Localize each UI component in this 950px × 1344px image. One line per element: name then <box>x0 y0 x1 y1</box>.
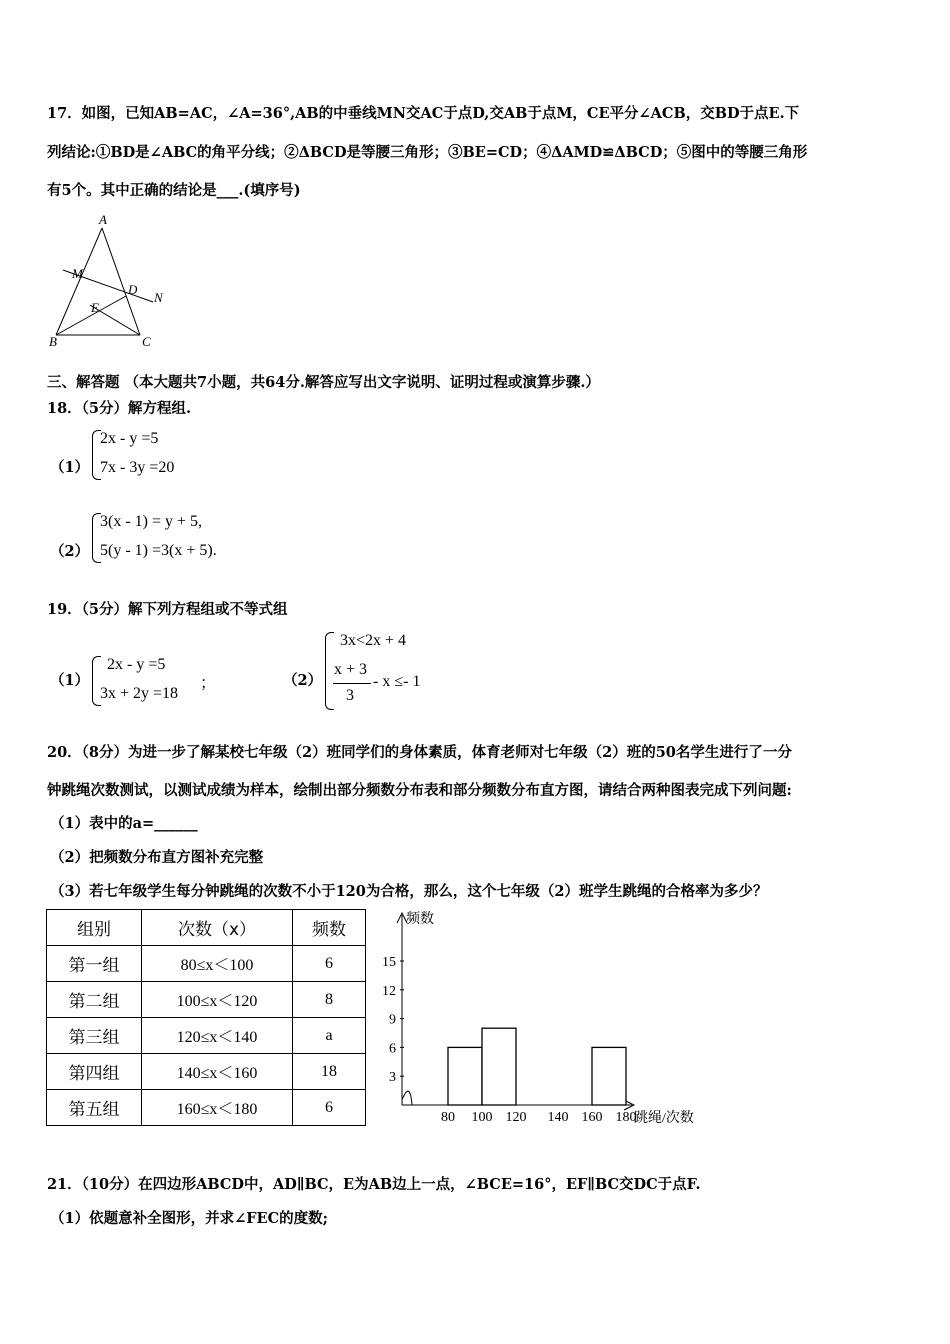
label-M: M <box>72 266 83 281</box>
q19-part2-frac-num: x + 3 <box>334 661 368 678</box>
q19-part2-eq1: 3x<2x + 4 <box>340 632 407 649</box>
cell-frequency: 8 <box>293 982 366 1018</box>
histogram-bar <box>592 1047 626 1105</box>
cell-range: 120≤x＜140 <box>142 1018 293 1054</box>
q21-sub1: （1）依题意补全图形，并求∠FEC的度数; <box>50 1210 328 1227</box>
q19-part2-frac-den: 3 <box>346 687 354 704</box>
y-tick-label: 15 <box>382 955 396 970</box>
x-tick-label: 100 <box>471 1110 493 1125</box>
label-C: C <box>142 334 151 349</box>
q19-part1-separator: ； <box>200 675 217 692</box>
cell-group: 第一组 <box>47 946 142 982</box>
y-axis-label: 频数 <box>406 912 434 927</box>
x-tick-label: 120 <box>505 1110 527 1125</box>
cell-group: 第五组 <box>47 1090 142 1126</box>
label-D: D <box>128 282 138 297</box>
q18-part1-label: （1） <box>50 459 90 476</box>
label-B: B <box>49 334 57 349</box>
q19-part2-rest: - x ≤- 1 <box>373 673 421 690</box>
x-axis-label: 跳绳/次数 <box>634 1111 694 1126</box>
y-tick-label: 3 <box>389 1070 396 1086</box>
cell-range: 100≤x＜120 <box>142 982 293 1018</box>
q18-part2-label: （2） <box>50 543 90 560</box>
table-row <box>47 1090 366 1126</box>
label-N: N <box>154 290 163 305</box>
q21-line1: 21．（10分）在四边形ABCD中，AD∥BC，E为AB边上一点，∠BCE=16°，EF∥BC交DC于点F. <box>47 1176 701 1193</box>
q18-title: 18．（5分）解方程组. <box>47 400 192 417</box>
cell-range: 140≤x＜160 <box>142 1054 293 1090</box>
table-row <box>47 946 366 982</box>
header-count: 次数（x） <box>142 910 293 946</box>
label-E: E <box>91 300 99 315</box>
table-row <box>47 1018 366 1054</box>
q19-part1-eq2: 3x + 2y =18 <box>100 685 179 702</box>
q20-sub1: （1）表中的a=______ <box>50 815 198 832</box>
q19-part2-brace <box>325 632 334 710</box>
cell-frequency: 18 <box>293 1054 366 1090</box>
header-group: 组别 <box>47 910 142 946</box>
q20-sub3: （3）若七年级学生每分钟跳绳的次数不小于120为合格，那么，这个七年级（2）班学生跳绳的合格率为多少？ <box>50 883 768 900</box>
q17-line3: 有5个。其中正确的结论是___.(填序号) <box>47 182 301 199</box>
y-tick-label: 9 <box>389 1012 396 1028</box>
q20-line1: 20．（8分）为进一步了解某校七年级（2）班同学们的身体素质，体育老师对七年级（2）班的50名学生进行了一分 <box>47 744 792 761</box>
triangle-figure <box>48 210 178 350</box>
cell-group: 第四组 <box>47 1054 142 1090</box>
cell-range: 160≤x＜180 <box>142 1090 293 1126</box>
x-tick-label: 80 <box>441 1110 455 1125</box>
q20-line2: 钟跳绳次数测试，以测试成绩为样本，绘制出部分频数分布表和部分频数分布直方图，请结合两种图表完成下列问题: <box>47 782 792 799</box>
q18-part2-eq1: 3(x - 1) = y + 5, <box>100 513 203 530</box>
q20-sub2: （2）把频数分布直方图补充完整 <box>50 849 264 866</box>
cell-frequency: 6 <box>293 1090 366 1126</box>
q19-title: 19．（5分）解下列方程组或不等式组 <box>47 601 288 618</box>
histogram-chart <box>370 905 715 1135</box>
label-A: A <box>99 212 107 227</box>
q19-part2-label: （2） <box>283 672 323 689</box>
histogram-bar <box>482 1028 516 1105</box>
cell-frequency: 6 <box>293 946 366 982</box>
header-frequency: 频数 <box>293 910 366 946</box>
q17-line2: 列结论:①BD是∠ABC的角平分线；②ΔBCD是等腰三角形；③BE=CD；④ΔAMD≌ΔBCD；⑤图中的等腰三角形 <box>47 144 808 161</box>
table-header-row <box>47 910 366 946</box>
q18-part2-eq2: 5(y - 1) =3(x + 5). <box>100 542 217 559</box>
q18-part1-eq1: 2x - y =5 <box>100 430 159 447</box>
cell-group: 第三组 <box>47 1018 142 1054</box>
histogram-bar <box>448 1047 482 1105</box>
cell-range: 80≤x＜100 <box>142 946 293 982</box>
x-tick-label: 160 <box>581 1110 603 1125</box>
q18-part1-eq2: 7x - 3y =20 <box>100 459 175 476</box>
q19-part1-eq1: 2x - y =5 <box>107 656 166 673</box>
x-tick-label: 140 <box>547 1110 569 1125</box>
y-tick-label: 6 <box>389 1041 396 1057</box>
section-heading: 三、解答题 （本大题共7小题，共64分.解答应写出文字说明、证明过程或演算步骤.） <box>47 374 600 391</box>
y-tick-label: 12 <box>382 983 396 999</box>
q19-part1-label: （1） <box>50 672 90 689</box>
q19-part2-frac-bar <box>333 683 371 684</box>
axis-break <box>402 1091 412 1105</box>
table-row <box>47 982 366 1018</box>
x-tick-label: 180 <box>615 1110 637 1125</box>
q17-line1: 17．如图，已知AB=AC，∠A=36°,AB的中垂线MN交AC于点D,交AB于点M，CE平分∠ACB，交BD于点E.下 <box>47 105 800 122</box>
cell-frequency: a <box>293 1018 366 1054</box>
frequency-table <box>46 909 366 1126</box>
table-row <box>47 1054 366 1090</box>
cell-group: 第二组 <box>47 982 142 1018</box>
